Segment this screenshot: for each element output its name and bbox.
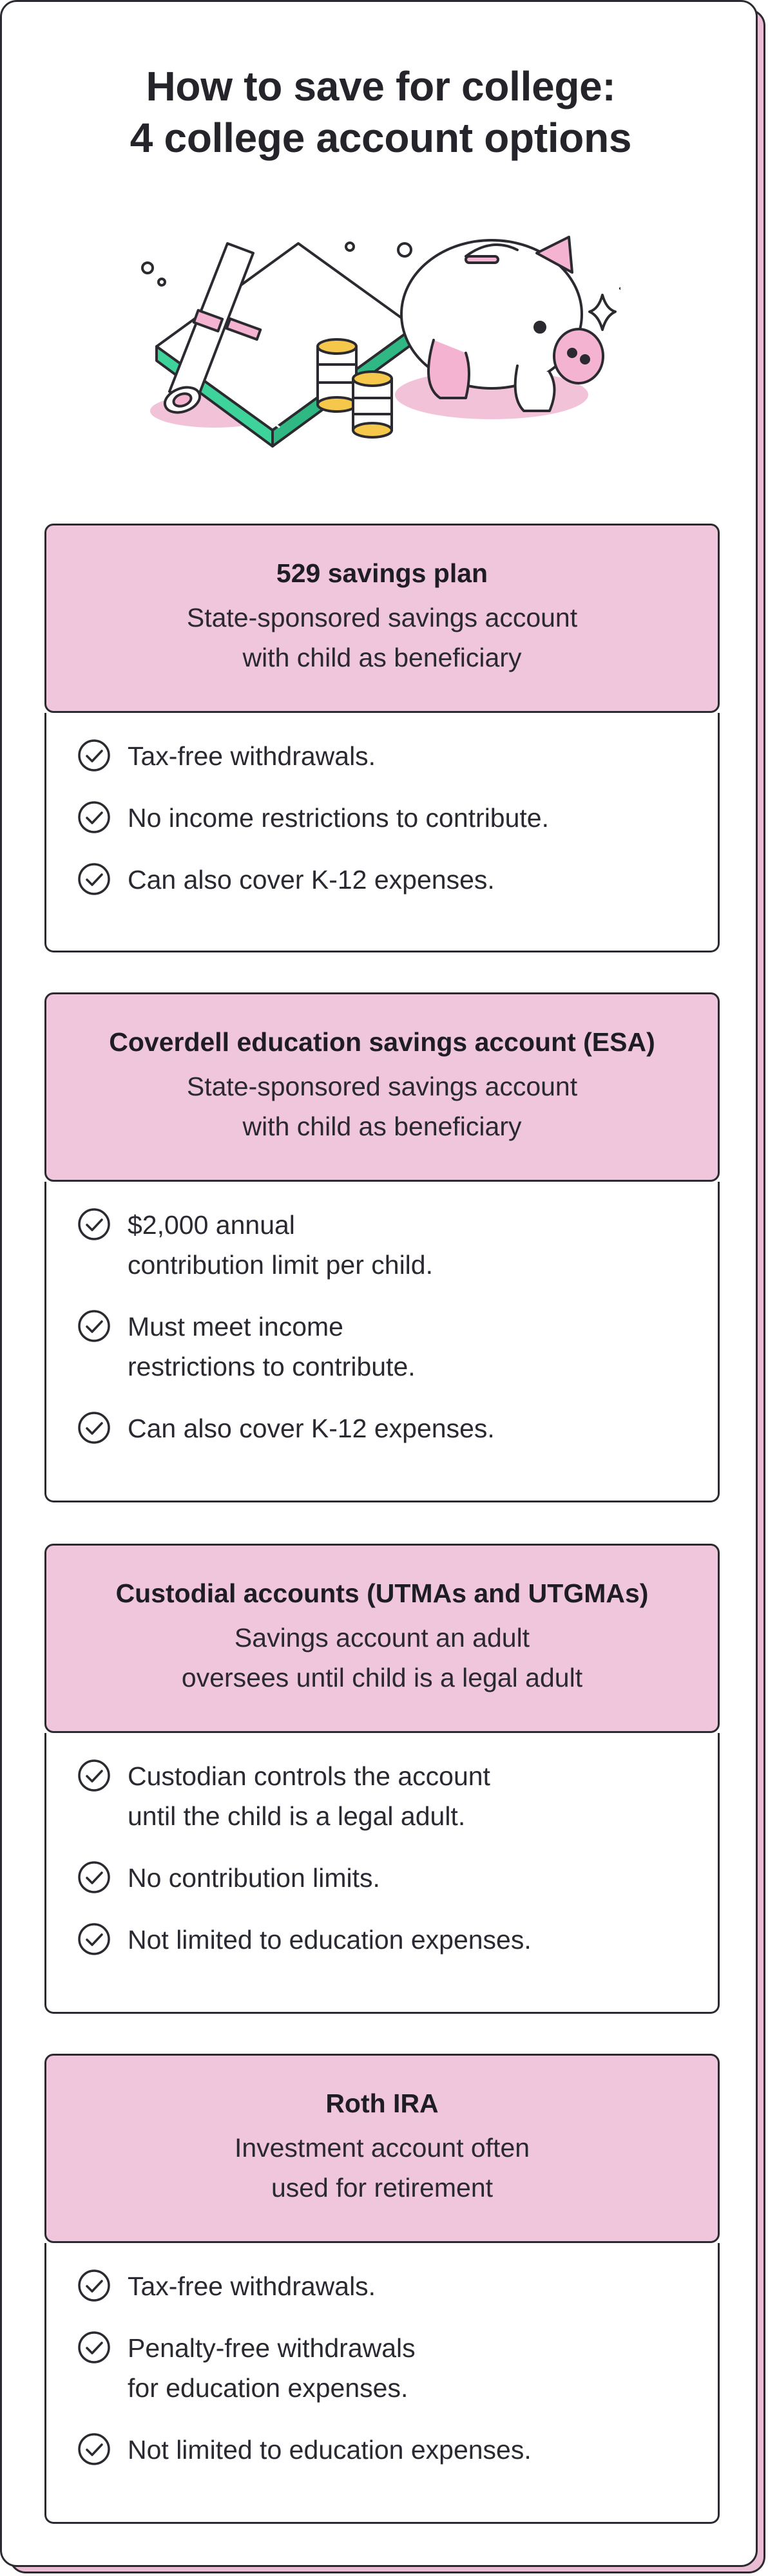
- section-title: Custodial accounts (UTMAs and UTGMAs): [115, 1578, 649, 1608]
- benefit-item: [77, 1408, 705, 1448]
- section-description-line-2: with child as beneficiary: [242, 643, 522, 672]
- check-circle-icon: [77, 862, 111, 896]
- hero-illustration: [131, 218, 620, 456]
- section-description-line-1: Investment account often: [234, 2133, 530, 2163]
- section-description-line-1: Savings account an adult: [234, 1623, 530, 1653]
- benefit-text: Tax-free withdrawals.: [128, 2271, 376, 2301]
- section-header: [44, 992, 720, 1182]
- section-description: [46, 598, 718, 677]
- section-benefits: [44, 1733, 720, 2014]
- section-description-line-1: State-sponsored savings account: [186, 1072, 578, 1101]
- check-circle-icon: [77, 2432, 111, 2466]
- check-circle-icon: [77, 1208, 111, 1241]
- section-title: Roth IRA: [325, 2088, 439, 2118]
- benefit-item: [77, 2328, 705, 2408]
- check-circle-icon: [77, 2331, 111, 2364]
- benefit-text: No income restrictions to contribute.: [128, 803, 549, 833]
- sparkle-icon: [590, 285, 620, 330]
- benefit-item: [77, 1205, 705, 1285]
- section-description: [46, 2128, 718, 2208]
- section-benefits: [44, 2243, 720, 2524]
- section-benefits: [44, 1182, 720, 1502]
- benefit-item: [77, 736, 705, 776]
- page-title-line-2: 4 college account options: [130, 115, 632, 161]
- benefit-text: No contribution limits.: [128, 1863, 380, 1893]
- benefit-item: [77, 1756, 705, 1836]
- check-circle-icon: [77, 1309, 111, 1343]
- section-description-line-2: oversees until child is a legal adult: [181, 1663, 583, 1692]
- benefit-text: Penalty-free withdrawals for education expenses.: [128, 2333, 416, 2403]
- benefit-item: [77, 2266, 705, 2306]
- benefit-text: $2,000 annual contribution limit per child.: [128, 1210, 433, 1280]
- check-circle-icon: [77, 1759, 111, 1792]
- benefit-text: Must meet income restrictions to contribute.: [128, 1312, 416, 1381]
- benefit-item: [77, 2430, 705, 2470]
- check-circle-icon: [77, 1411, 111, 1444]
- section-title: Coverdell education savings account (ESA): [109, 1027, 655, 1057]
- benefit-text: Tax-free withdrawals.: [128, 741, 376, 771]
- section-header: [44, 2054, 720, 2243]
- benefit-item: [77, 1920, 705, 1960]
- section-header: [44, 524, 720, 713]
- check-circle-icon: [77, 800, 111, 834]
- benefit-item: [77, 860, 705, 900]
- benefit-item: [77, 1307, 705, 1387]
- benefit-text: Not limited to education expenses.: [128, 1925, 532, 1955]
- section-description: [46, 1066, 718, 1146]
- benefit-item: [77, 798, 705, 838]
- check-circle-icon: [77, 1861, 111, 1894]
- page-title-line-1: How to save for college:: [146, 63, 616, 109]
- check-circle-icon: [77, 1922, 111, 1956]
- section-description-line-1: State-sponsored savings account: [186, 603, 578, 632]
- section-header: [44, 1544, 720, 1733]
- check-circle-icon: [77, 739, 111, 772]
- section-description: [46, 1618, 718, 1698]
- section-benefits: [44, 713, 720, 952]
- benefit-text: Custodian controls the account until the child is a legal adult.: [128, 1761, 490, 1831]
- check-circle-icon: [77, 2269, 111, 2302]
- section-title: 529 savings plan: [276, 558, 488, 588]
- section-description-line-2: used for retirement: [271, 2173, 494, 2202]
- benefit-item: [77, 1858, 705, 1898]
- benefit-text: Can also cover K-12 expenses.: [128, 1414, 495, 1443]
- benefit-text: Can also cover K-12 expenses.: [128, 865, 495, 895]
- benefit-text: Not limited to education expenses.: [128, 2435, 532, 2465]
- section-description-line-2: with child as beneficiary: [242, 1112, 522, 1141]
